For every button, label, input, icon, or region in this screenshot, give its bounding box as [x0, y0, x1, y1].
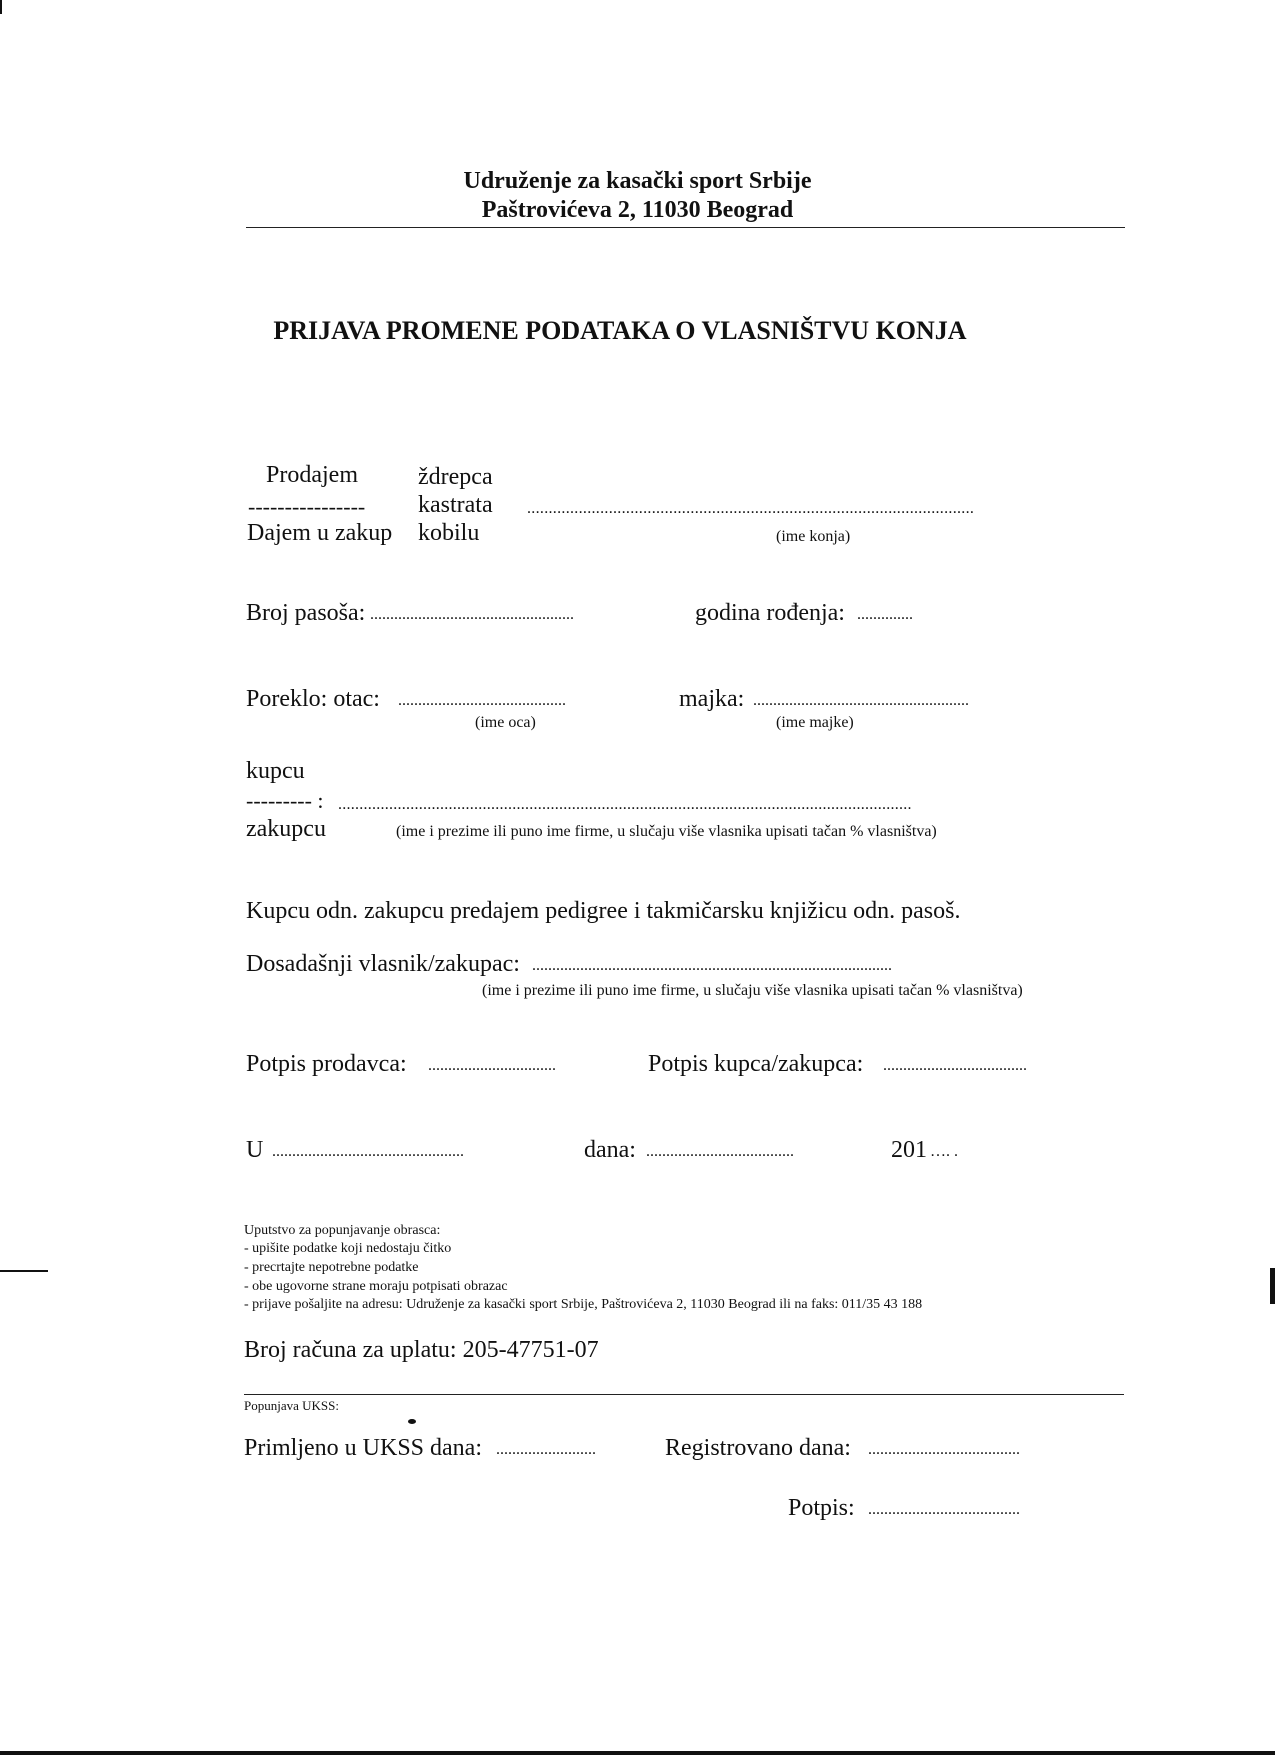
date-label: dana: — [584, 1137, 636, 1163]
account-number: Broj računa za uplatu: 205-47751-07 — [244, 1337, 599, 1363]
received-label: Primljeno u UKSS dana: — [244, 1435, 482, 1461]
instruction-item: - prijave pošaljite na adresu: Udruženje za kasački sport Srbije, Paštrovićeva 2, 11030 Beograd ili na faks: 011/35 43 188 — [244, 1297, 923, 1312]
instruction-item: - obe ugovorne strane moraju potpisati obrazac — [244, 1279, 508, 1294]
horse-name-field[interactable]: ........................................................................................................ — [527, 500, 975, 517]
instruction-item: - precrtajte nepotrebne podatke — [244, 1260, 419, 1275]
instruction-item: - upišite podatke koji nedostaju čitko — [244, 1241, 452, 1256]
buyer-signature-field[interactable]: .................................... — [883, 1057, 1027, 1074]
registered-field[interactable]: ...................................... — [868, 1441, 1020, 1458]
seller-signature-field[interactable]: ................................ — [428, 1057, 556, 1074]
action-separator: ---------------- — [248, 494, 366, 519]
action-sell[interactable]: Prodajem — [266, 462, 358, 488]
office-rule — [244, 1394, 1124, 1395]
birth-year-field[interactable]: .............. — [857, 606, 913, 623]
lessee-label[interactable]: zakupcu — [246, 816, 326, 842]
buyer-label[interactable]: kupcu — [246, 758, 305, 784]
instructions-heading: Uputstvo za popunjavanje obrasca: — [244, 1223, 441, 1238]
horse-type-mare[interactable]: kobilu — [418, 520, 480, 546]
horse-type-gelding[interactable]: kastrata — [418, 492, 493, 518]
office-label: Popunjava UKSS: — [244, 1398, 339, 1413]
office-signature-field[interactable]: ...................................... — [868, 1501, 1020, 1518]
registered-label: Registrovano dana: — [665, 1435, 851, 1461]
previous-owner-field[interactable]: .......................................................................................... — [532, 957, 892, 974]
buyer-separator: --------- : — [246, 788, 324, 813]
scan-mark — [0, 1270, 48, 1272]
mother-field[interactable]: ...................................................... — [753, 692, 969, 709]
received-field[interactable]: ......................... — [496, 1441, 596, 1458]
father-caption: (ime oca) — [475, 714, 536, 731]
buyer-field[interactable]: ....................................................................................................................................... — [338, 796, 912, 813]
birth-year-label: godina rođenja: — [695, 600, 845, 626]
passport-field[interactable]: ................................................... — [370, 606, 574, 623]
scan-mark — [0, 0, 2, 14]
origin-label: Poreklo: otac: — [246, 686, 380, 712]
org-address: Paštrovićeva 2, 11030 Beograd — [481, 197, 794, 223]
scan-mark — [1270, 1268, 1275, 1304]
previous-owner-caption: (ime i prezime ili puno ime firme, u slučaju više vlasnika upisati tačan % vlasništva) — [482, 982, 1023, 999]
ink-blot — [408, 1419, 416, 1424]
seller-signature-label: Potpis prodavca: — [246, 1051, 407, 1077]
previous-owner-label: Dosadašnji vlasnik/zakupac: — [246, 951, 520, 977]
passport-label: Broj pasoša: — [246, 600, 366, 626]
mother-label: majka: — [679, 686, 745, 712]
action-lease[interactable]: Dajem u zakup — [247, 520, 393, 546]
office-signature-label: Potpis: — [788, 1495, 855, 1521]
org-name: Udruženje za kasački sport Srbije — [463, 168, 812, 194]
father-field[interactable]: .......................................... — [398, 692, 566, 709]
place-field[interactable]: ................................................ — [272, 1143, 464, 1160]
year-field[interactable]: …. . — [930, 1143, 958, 1160]
handover-statement: Kupcu odn. zakupcu predajem pedigree i takmičarsku knjižicu odn. pasoš. — [246, 898, 961, 924]
horse-type-stallion[interactable]: ždrepca — [418, 464, 493, 490]
horse-name-caption: (ime konja) — [776, 528, 851, 545]
date-field[interactable]: ..................................... — [646, 1143, 794, 1160]
mother-caption: (ime majke) — [776, 714, 854, 731]
year-prefix: 201 — [891, 1137, 927, 1163]
place-label: U — [246, 1137, 264, 1163]
form-title: PRIJAVA PROMENE PODATAKA O VLASNIŠTVU KONJA — [273, 316, 967, 345]
buyer-signature-label: Potpis kupca/zakupca: — [648, 1051, 864, 1077]
header-rule — [246, 227, 1125, 228]
buyer-caption: (ime i prezime ili puno ime firme, u slučaju više vlasnika upisati tačan % vlasništva) — [396, 823, 937, 840]
scan-border — [0, 1751, 1275, 1755]
